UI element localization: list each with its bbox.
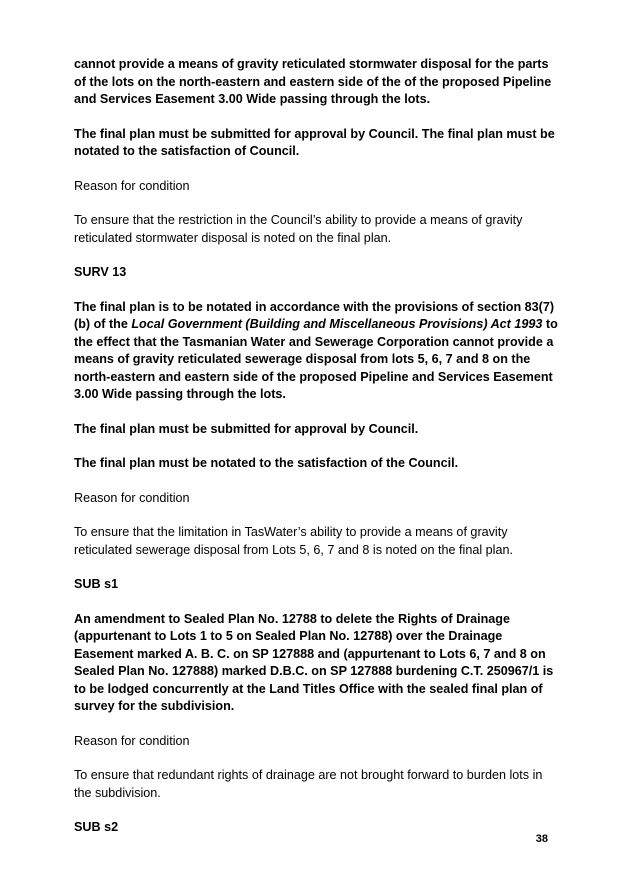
reason-text: To ensure that the restriction in the Council’s ability to provide a means of gravity reticulated stormwater disposal is noted on the final plan. (74, 213, 523, 245)
subs1-condition: An amendment to Sealed Plan No. 12788 to delete the Rights of Drainage (appurtenant to Lots 1 to 5 on Sealed Plan No. 12788) over the Drainage Easement marked A. B. C. on SP 127888 and (appurtenant to Lots 6, 7 and 8 on Sealed Plan No. 127888) marked D.B.C. on SP 127888 burdening C.T. 250967/1 is to be lodged concurrently at the Land Titles Office with the sealed final plan of survey for the subdivision. (74, 611, 554, 713)
reason-label: Reason for condition (74, 490, 190, 505)
condition-heading-subs2: SUB s2 (74, 820, 119, 834)
surv13-condition (74, 299, 560, 404)
condition-heading-surv13: SURV 13 (74, 265, 127, 279)
surv13-notate: The final plan must be notated to the satisfaction of the Council. (74, 456, 459, 470)
reason-label: Reason for condition (74, 733, 190, 748)
surv13-text-pre: The final plan is to be notated in accordance with the provisions of section 83(7) (b) of the (74, 299, 555, 331)
reason-text: To ensure that redundant rights of drainage are not brought forward to burden lots in the subdivision. (74, 768, 543, 800)
reason-text: To ensure that the limitation in TasWater’s ability to provide a means of gravity reticulated sewerage disposal from Lots 5, 6, 7 and 8 is noted on the final plan. (74, 525, 513, 557)
condition-final-plan-note: The final plan must be submitted for approval by Council. The final plan must be notated to the satisfaction of Council. (74, 126, 555, 158)
condition-continuation: cannot provide a means of gravity reticulated stormwater disposal for the parts of the lots on the north-eastern and eastern side of the of the proposed Pipeline and Services Easement 3.00 Wide passing through the lots. (74, 57, 552, 106)
surv13-text-post: to the effect that the Tasmanian Water and Sewerage Corporation cannot provide a means of gravity reticulated sewerage disposal from lots 5, 6, 7 and 8 on the north-eastern and eastern side of the proposed Pipeline and Services Easement 3.00 Wide passing through the lots. (74, 317, 558, 401)
page-number: 38 (535, 833, 548, 845)
condition-heading-subs1: SUB s1 (74, 577, 119, 591)
reason-label: Reason for condition (74, 178, 190, 193)
document-page (74, 56, 560, 854)
surv13-submit: The final plan must be submitted for approval by Council. (74, 421, 419, 436)
act-title: Local Government (Building and Miscellaneous Provisions) Act 1993 (131, 317, 543, 331)
